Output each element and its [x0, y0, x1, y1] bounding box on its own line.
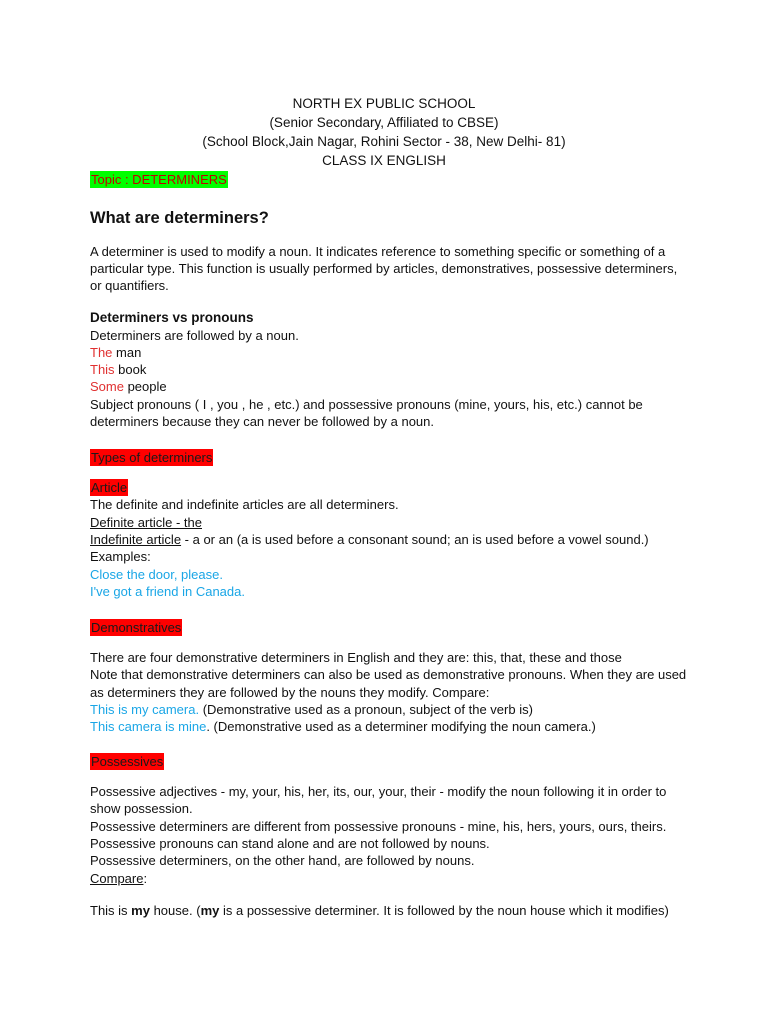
example-determiner: The [90, 345, 113, 360]
possessives-line-1: Possessive adjectives - my, your, his, her, its, our, your, their - modify the noun following it in order to [90, 784, 667, 799]
example-noun: people [123, 379, 167, 394]
possessives-line-2: show possession. [90, 801, 193, 816]
vs-example-1 [90, 344, 690, 361]
definite-article-line: Definite article - the [90, 515, 202, 530]
indefinite-article-label: Indefinite article [90, 532, 182, 547]
example-sentence: This is my camera. [90, 702, 200, 717]
example-noun: book [114, 362, 147, 377]
example-note: . (Demonstrative used as a determiner modifying the noun camera.) [206, 719, 596, 734]
article-heading: Article [91, 480, 128, 495]
possessives-example [90, 902, 690, 919]
indefinite-article-text: - a or an (a is used before a consonant sound; an is used before a vowel sound.) [181, 532, 649, 547]
demonstratives-example-1 [90, 701, 690, 718]
topic-highlight: Topic : DETERMINERS [91, 172, 227, 187]
example-sentence: This camera is mine [90, 719, 207, 734]
intro-line-1: A determiner is used to modify a noun. It indicates reference to something specific or something of a [90, 244, 666, 259]
page-title: What are determiners? [90, 209, 269, 227]
demonstratives-line-3: as determiners they are followed by the nouns they modify. Compare: [90, 685, 490, 700]
example-text: is a possessive determiner. It is followed by the noun house which it modifies) [219, 903, 669, 918]
class-label: CLASS IX ENGLISH [322, 153, 446, 168]
article-example-1: Close the door, please. [90, 567, 223, 582]
example-bold-my: my [200, 903, 220, 918]
vs-example-2 [90, 361, 690, 378]
possessives-line-4: Possessive pronouns can stand alone and are not followed by nouns. [90, 836, 490, 851]
possessives-line-5: Possessive determiners, on the other hand, are followed by nouns. [90, 853, 475, 868]
example-noun: man [112, 345, 142, 360]
possessives-heading: Possessives [91, 754, 164, 769]
indefinite-article-line [90, 531, 690, 548]
vs-line-2: Subject pronouns ( I , you , he , etc.) and possessive pronouns (mine, yours, his, etc.) cannot be [90, 397, 643, 412]
vs-heading: Determiners vs pronouns [90, 310, 254, 325]
example-determiner: Some [90, 379, 124, 394]
vs-example-3 [90, 378, 690, 395]
demonstratives-heading: Demonstratives [91, 620, 182, 635]
school-affiliation: (Senior Secondary, Affiliated to CBSE) [269, 115, 499, 130]
school-address: (School Block,Jain Nagar, Rohini Sector - 38, New Delhi- 81) [202, 134, 566, 149]
demonstratives-line-1: There are four demonstrative determiners in English and they are: this, that, these and those [90, 650, 622, 665]
intro-line-2: particular type. This function is usually performed by articles, demonstratives, possessive determiners, [90, 261, 678, 276]
example-determiner: This [90, 362, 115, 377]
possessives-line-3: Possessive determiners are different from possessive pronouns - mine, his, hers, yours, ours, theirs. [90, 819, 667, 834]
school-name: NORTH EX PUBLIC SCHOOL [292, 96, 476, 111]
article-line-1: The definite and indefinite articles are all determiners. [90, 497, 399, 512]
types-heading: Types of determiners [91, 450, 213, 465]
topic-line [90, 171, 690, 188]
intro-line-3: or quantifiers. [90, 278, 169, 293]
vs-line-3: determiners because they can never be followed by a noun. [90, 414, 434, 429]
article-heading-line [90, 479, 690, 496]
example-note: (Demonstrative used as a pronoun, subject of the verb is) [199, 702, 533, 717]
types-heading-line [90, 449, 690, 466]
example-bold-my: my [131, 903, 150, 918]
example-text: This is [90, 903, 132, 918]
examples-label: Examples: [90, 549, 151, 564]
compare-colon: : [143, 871, 148, 886]
vs-line-1: Determiners are followed by a noun. [90, 328, 299, 343]
demonstratives-heading-line [90, 619, 690, 636]
article-example-2: I've got a friend in Canada. [90, 584, 245, 599]
compare-label: Compare [90, 871, 144, 886]
demonstratives-example-2 [90, 718, 690, 735]
demonstratives-line-2: Note that demonstrative determiners can also be used as demonstrative pronouns. When they are used [90, 667, 687, 682]
compare-line [90, 870, 690, 887]
possessives-heading-line [90, 753, 690, 770]
example-text: house. ( [149, 903, 201, 918]
